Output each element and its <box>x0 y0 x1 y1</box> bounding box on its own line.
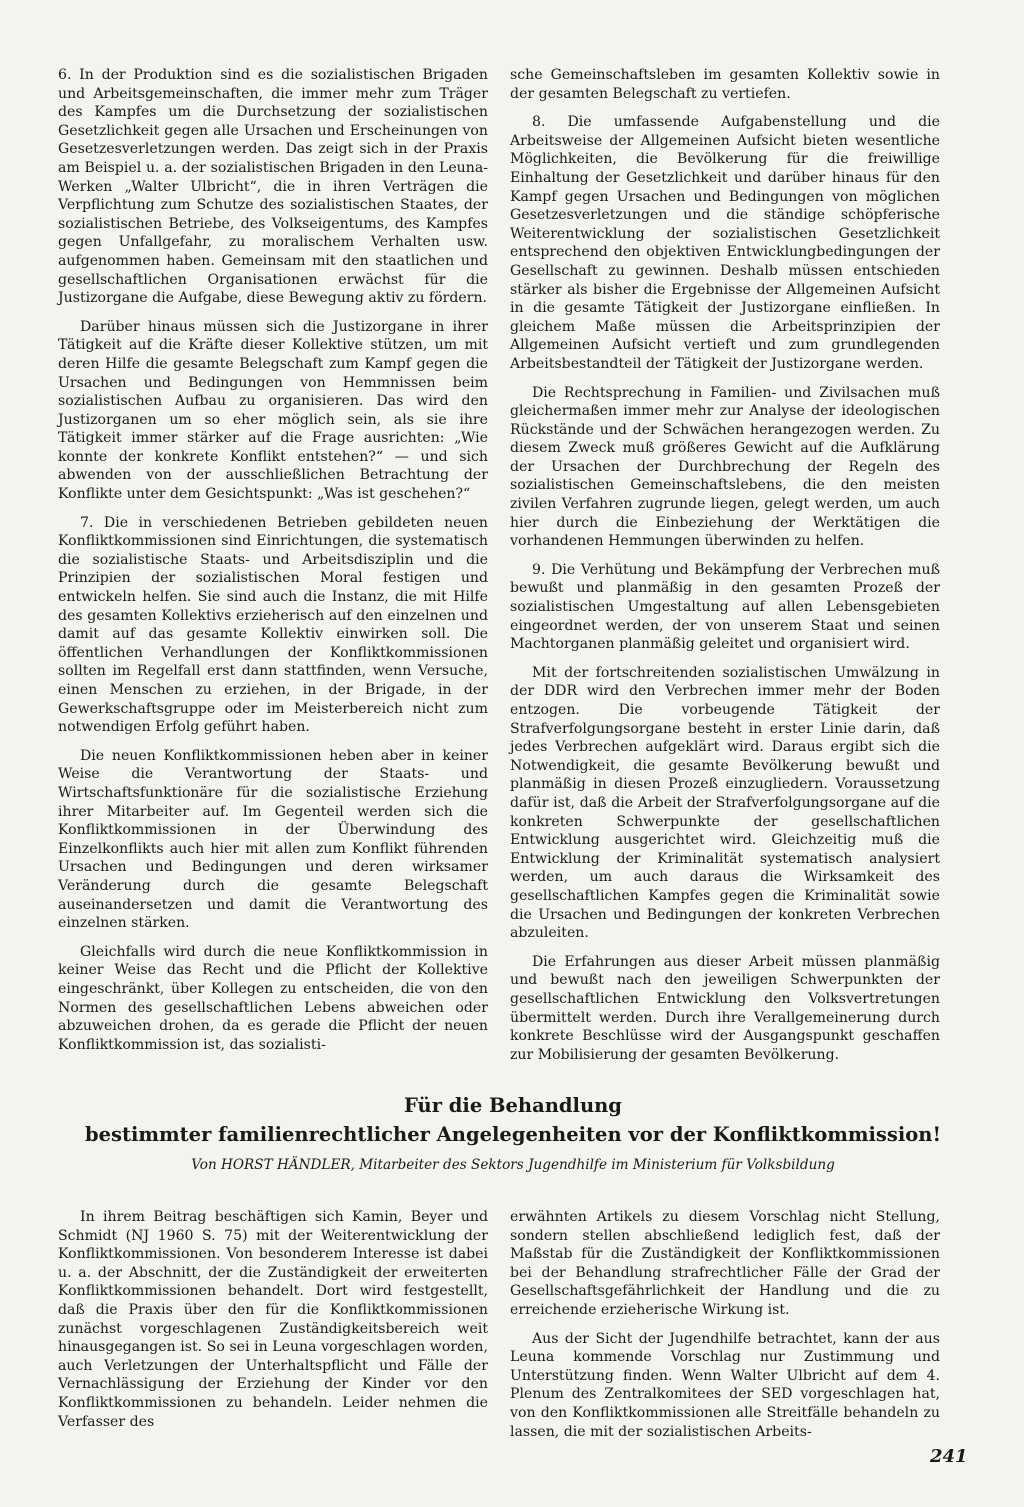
paragraph: Darüber hinaus müssen sich die Justizorgane in ihrer Tätigkeit auf die Kräfte dieser Kollektive stützen, um mit deren Hilfe die gesamte Belegschaft zum Kampf gegen die Ursachen und Bedingungen von Hemmnissen beim sozialistischen Aufbau zu organisieren. Das wird den Justizorganen um so eher möglich sein, als sie ihre Tätigkeit immer stärker auf die Frage ausrichten: „Wie konnte der konkrete Konflikt entstehen?“ — und sich abwenden von der ausschließlichen Betrachtung der Konflikte unter dem Gesichtspunkt: „Was ist geschehen?“ <box>58 318 488 503</box>
column-top-left <box>58 66 488 1054</box>
paragraph: Gleichfalls wird durch die neue Konfliktkommission in keiner Weise das Recht und die Pflicht der Kollektive eingeschränkt, über Kollegen zu entscheiden, die von den Normen des gesellschaftlichen Lebens abweichen oder abzuweichen drohen, da es gerade die Pflicht der neuen Konfliktkommission ist, das sozialisti- <box>58 943 488 1053</box>
article-title-line-2: bestimmter familienrechtlicher Angelegenheiten vor der Konfliktkommission! <box>84 1123 942 1146</box>
paragraph: Die neuen Konfliktkommissionen heben aber in keiner Weise die Verantwortung der Staats- und Wirtschaftsfunktionäre für die sozialistische Erziehung ihrer Mitarbeiter auf. Im Gegenteil werden sich die Konfliktkommissionen in der Überwindung des Einzelkonflikts auch hier mit allen zum Konflikt führenden Ursachen und Bedingungen und deren wirksamer Veränderung durch die gesamte Belegschaft auseinandersetzen und damit die Verantwortung des einzelnen stärken. <box>58 747 488 932</box>
paragraph: In ihrem Beitrag beschäftigen sich Kamin, Beyer und Schmidt (NJ 1960 S. 75) mit der Weiterentwicklung der Konfliktkommissionen. Von besonderem Interesse ist dabei u. a. der Abschnitt, der die Zuständigkeit der erweiterten Konfliktkommissionen behandelt. Dort wird festgestellt, daß die Praxis über den für die Konfliktkommissionen zunächst vorgeschlagenen Zuständigkeitsbereich weit hinausgegangen ist. So sei in Leuna vorgeschlagen worden, auch Verletzungen der Unterhaltspflicht und Fälle der Vernachlässigung der Erziehung der Kinder vor den Konfliktkommissionen zu behandeln. Leider nehmen die Verfasser des <box>58 1209 488 1430</box>
column-bottom-right <box>510 1208 940 1441</box>
paragraph: erwähnten Artikels zu diesem Vorschlag nicht Stellung, sondern stellen abschließend lediglich fest, daß der Maßstab für die Zuständigkeit der Konfliktkommissionen bei der Behandlung strafrechtlicher Fälle der Grad der Gesellschaftsgefährlichkeit der Handlung und die zu erreichende erzieherische Wirkung ist. <box>510 1209 940 1318</box>
paragraph: Mit der fortschreitenden sozialistischen Umwälzung in der DDR wird den Verbrechen immer mehr der Boden entzogen. Die vorbeugende Tätigkeit der Strafverfolgungsorgane besteht in erster Linie darin, daß jedes Verbrechen aufgeklärt wird. Daraus ergibt sich die Notwendigkeit, die gesamte Bevölkerung bewußt und planmäßig in diesen Prozeß einzugliedern. Voraussetzung dafür ist, daß die Arbeit der Strafverfolgungsorgane auf die konkreten Schwerpunkte der gesellschaftlichen Entwicklung ausgerichtet wird. Gleichzeitig muß die Entwicklung der Kriminalität systematisch analysiert werden, um auch daraus die Wirksamkeit des gesellschaftlichen Kampfes gegen die Kriminalität sowie die Ursachen und Bedingungen der konkreten Verbrechen abzuleiten. <box>510 664 940 942</box>
article-title-line-1: Für die Behandlung <box>404 1094 622 1117</box>
paragraph: 6. In der Produktion sind es die sozialistischen Brigaden und Arbeitsgemeinschaften, die immer mehr zum Träger des Kampfes um die Durchsetzung der sozialistischen Gesetzlichkeit gegen alle Ursachen und Erscheinungen von Gesetzesverletzungen werden. Das zeigt sich in der Praxis am Beispiel u. a. der sozialistischen Brigaden in den Leuna-Werken „Walter Ulbricht“, die in ihren Verträgen die Verpflichtung zum Schutze des sozialistischen Staates, der sozialistischen Betriebe, des Volkseigentums, des Kampfes gegen Unfallgefahr, zu moralischem Verhalten usw. aufgenommen haben. Gemeinsam mit den staatlichen und gesellschaftlichen Organisationen erwächst für die Justizorgane die Aufgabe, diese Bewegung aktiv zu fördern. <box>58 67 488 307</box>
column-bottom-left <box>58 1208 488 1431</box>
paragraph: sche Gemeinschaftsleben im gesamten Kollektiv sowie in der gesamten Belegschaft zu vertiefen. <box>510 67 940 102</box>
column-top-right <box>510 66 940 1064</box>
page-number: 241 <box>930 1446 968 1467</box>
paragraph: Die Erfahrungen aus dieser Arbeit müssen planmäßig und bewußt nach den jeweiligen Schwerpunkten der gesellschaftlichen Entwicklung den Volksvertretungen übermittelt werden. Durch ihre Verallgemeinerung durch konkrete Beschlüsse wird der Ausgangspunkt geschaffen zur Mobilisierung der gesamten Bevölkerung. <box>510 953 940 1063</box>
paragraph: 9. Die Verhütung und Bekämpfung der Verbrechen muß bewußt und planmäßig in den gesamten Prozeß der sozialistischen Umgestaltung auf allen Lebensgebieten eingeordnet werden, der von unserem Staat und seinen Machtorganen planmäßig geleitet und organisiert wird. <box>510 561 940 653</box>
paragraph: 7. Die in verschiedenen Betrieben gebildeten neuen Konfliktkommissionen sind Einrichtungen, die systematisch die sozialistische Staats- und Arbeitsdisziplin und die Prinzipien der sozialistischen Moral festigen und entwickeln helfen. Sie sind auch die Instanz, die mit Hilfe des gesamten Kollektivs erzieherisch auf den einzelnen und damit auf das gesamte Kollektiv einwirken soll. Die öffentlichen Verhandlungen der Konfliktkommissionen sollten im Regelfall erst dann stattfinden, wenn Versuche, einen Menschen zu erziehen, in der Brigade, in der Gewerkschaftsgruppe oder im Meisterbereich nicht zum notwendigen Erfolg geführt haben. <box>58 514 488 736</box>
paragraph: Die Rechtsprechung in Familien- und Zivilsachen muß gleichermaßen immer mehr zur Analyse der ideologischen Rückstände und der Schwächen herangezogen werden. Zu diesem Zweck muß größeres Gewicht auf die Aufklärung der Ursachen der Durchbrechung der Regeln des sozialistischen Gemeinschaftslebens, die den meisten zivilen Verfahren zugrunde liegen, gelegt werden, um auch hier durch die Einbeziehung der Werktätigen die vorhandenen Hemmungen überwinden zu helfen. <box>510 384 940 550</box>
paragraph: Aus der Sicht der Jugendhilfe betrachtet, kann der aus Leuna kommende Vorschlag nur Zustimmung und Unterstützung finden. Wenn Walter Ulbricht auf dem 4. Plenum des Zentralkomitees der SED vorgeschlagen hat, von den Konfliktkommissionen alle Streitfälle behandeln zu lassen, die mit der sozialistischen Arbeits- <box>510 1330 940 1440</box>
article-byline: Von HORST HÄNDLER, Mitarbeiter des Sektors Jugendhilfe im Ministerium für Volksbildung <box>191 1157 835 1173</box>
paragraph: 8. Die umfassende Aufgabenstellung und die Arbeitsweise der Allgemeinen Aufsicht bieten wesentliche Möglichkeiten, die Bevölkerung für die freiwillige Einhaltung der Gesetzlichkeit und darüber hinaus für den Kampf gegen Ursachen und Bedingungen von möglichen Gesetzesverletzungen und die ständige schöpferische Weiterentwicklung der sozialistischen Gesetzlichkeit entsprechend den objektiven Entwicklungbedingungen der Gesellschaft zu gewinnen. Deshalb müssen entschieden stärker als bisher die Ergebnisse der Allgemeinen Aufsicht in die gesamte Tätigkeit der Justizorgane einfließen. In gleichem Maße müssen die Arbeitsprinzipien der Allgemeinen Aufsicht vertieft und zum grundlegenden Arbeitsbestandteil der Tätigkeit der Justizorgane werden. <box>510 114 940 372</box>
